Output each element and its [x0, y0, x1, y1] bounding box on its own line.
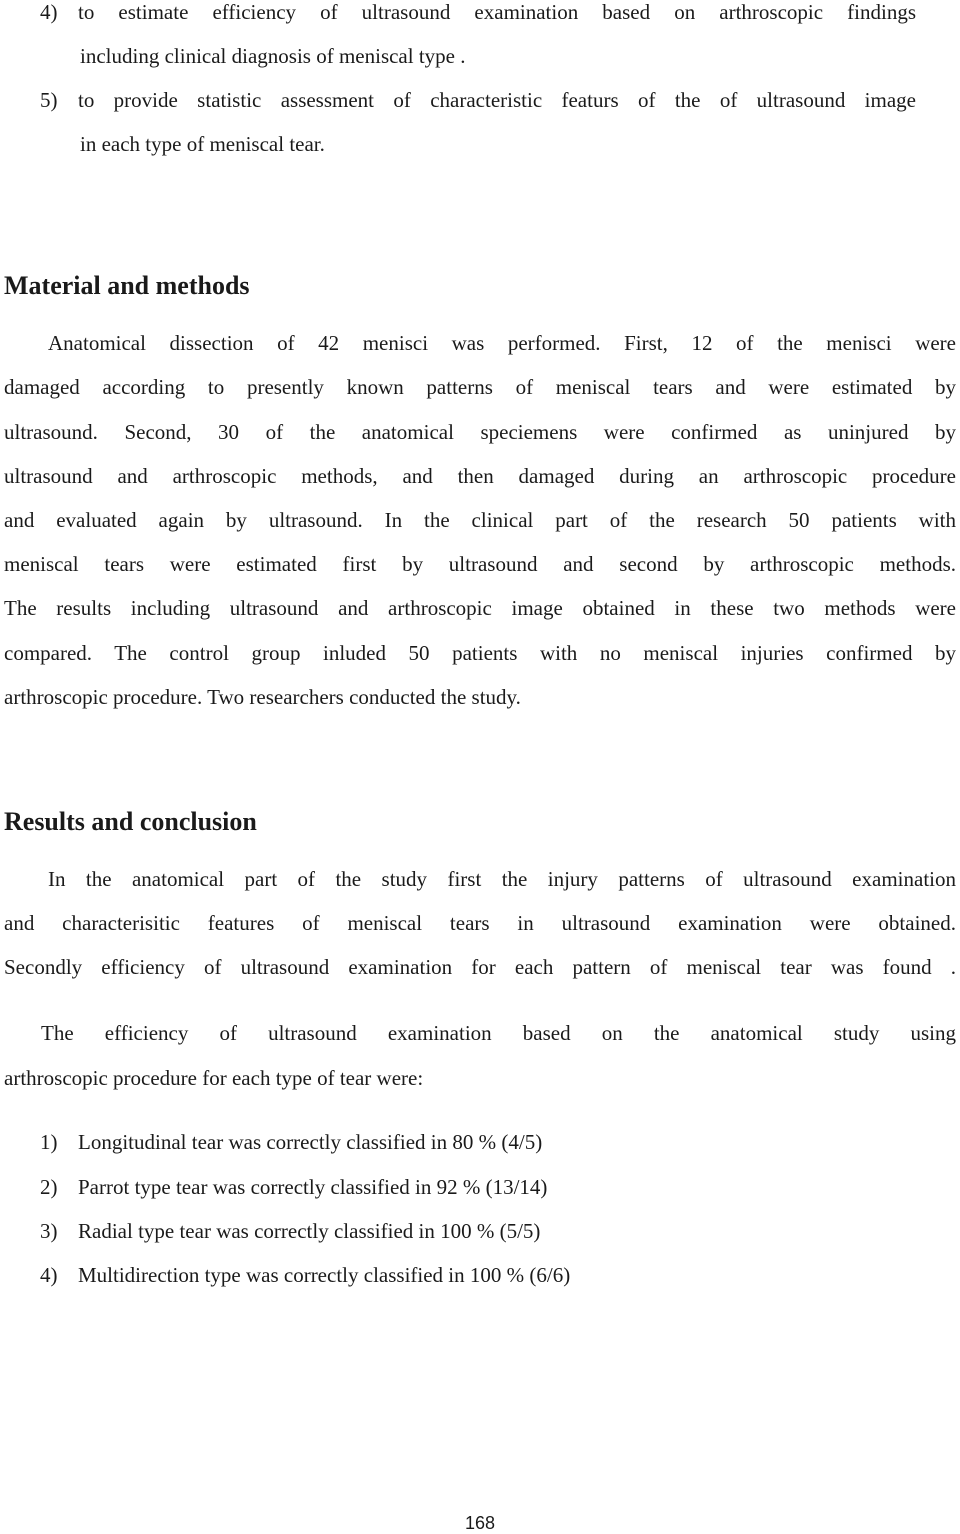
objective-number: 5) [40, 88, 58, 112]
methods-line: The results including ultrasound and arthroscopic image obtained in these two methods were [4, 596, 956, 620]
results-line: In the anatomical part of the study first the injury patterns of ultrasound examination [48, 867, 956, 891]
efficiency-text: Longitudinal tear was correctly classified in 80 % (4/5) [78, 1130, 543, 1154]
efficiency-text: Multidirection type was correctly classified in 100 % (6/6) [78, 1263, 571, 1287]
methods-line: ultrasound. Second, 30 of the anatomical speciemens were confirmed as uninjured by [4, 420, 956, 444]
results-heading: Results and conclusion [4, 807, 257, 836]
objective-item-5 [40, 85, 916, 115]
efficiency-item [40, 1127, 542, 1157]
objective-text: to provide statistic assessment of characteristic featurs of the of ultrasound image [78, 88, 916, 112]
efficiency-number: 2) [40, 1175, 58, 1199]
objective-item-4-continuation: including clinical diagnosis of meniscal type . [80, 44, 466, 68]
results-line: and characterisitic features of meniscal tears in ultrasound examination were obtained. [4, 911, 956, 935]
objective-item-4 [40, 0, 916, 27]
methods-line: and evaluated again by ultrasound. In the clinical part of the research 50 patients with [4, 508, 956, 532]
efficiency-item [40, 1172, 547, 1202]
methods-heading: Material and methods [4, 271, 250, 300]
efficiency-item [40, 1216, 540, 1246]
results-line: The efficiency of ultrasound examination based on the anatomical study using [41, 1021, 956, 1045]
methods-line: meniscal tears were estimated first by ultrasound and second by arthroscopic methods. [4, 552, 956, 576]
methods-line: damaged according to presently known patterns of meniscal tears and were estimated by [4, 375, 956, 399]
efficiency-number: 1) [40, 1130, 58, 1154]
results-line: Secondly efficiency of ultrasound examination for each pattern of meniscal tear was found . [4, 955, 956, 979]
objective-text: to estimate efficiency of ultrasound examination based on arthroscopic findings [78, 0, 916, 24]
methods-line: arthroscopic procedure. Two researchers conducted the study. [4, 685, 521, 709]
efficiency-number: 3) [40, 1219, 58, 1243]
page-number: 168 [464, 1513, 496, 1533]
efficiency-text: Parrot type tear was correctly classified in 92 % (13/14) [78, 1175, 548, 1199]
objective-item-5-continuation: in each type of meniscal tear. [80, 132, 325, 156]
methods-line: Anatomical dissection of 42 menisci was performed. First, 12 of the menisci were [48, 331, 956, 355]
results-line: arthroscopic procedure for each type of tear were: [4, 1066, 424, 1090]
efficiency-item [40, 1260, 570, 1290]
methods-line: ultrasound and arthroscopic methods, and then damaged during an arthroscopic procedure [4, 464, 956, 488]
efficiency-text: Radial type tear was correctly classified in 100 % (5/5) [78, 1219, 541, 1243]
methods-line: compared. The control group inluded 50 patients with no meniscal injuries confirmed by [4, 641, 956, 665]
objective-number: 4) [40, 0, 58, 24]
efficiency-number: 4) [40, 1263, 58, 1287]
